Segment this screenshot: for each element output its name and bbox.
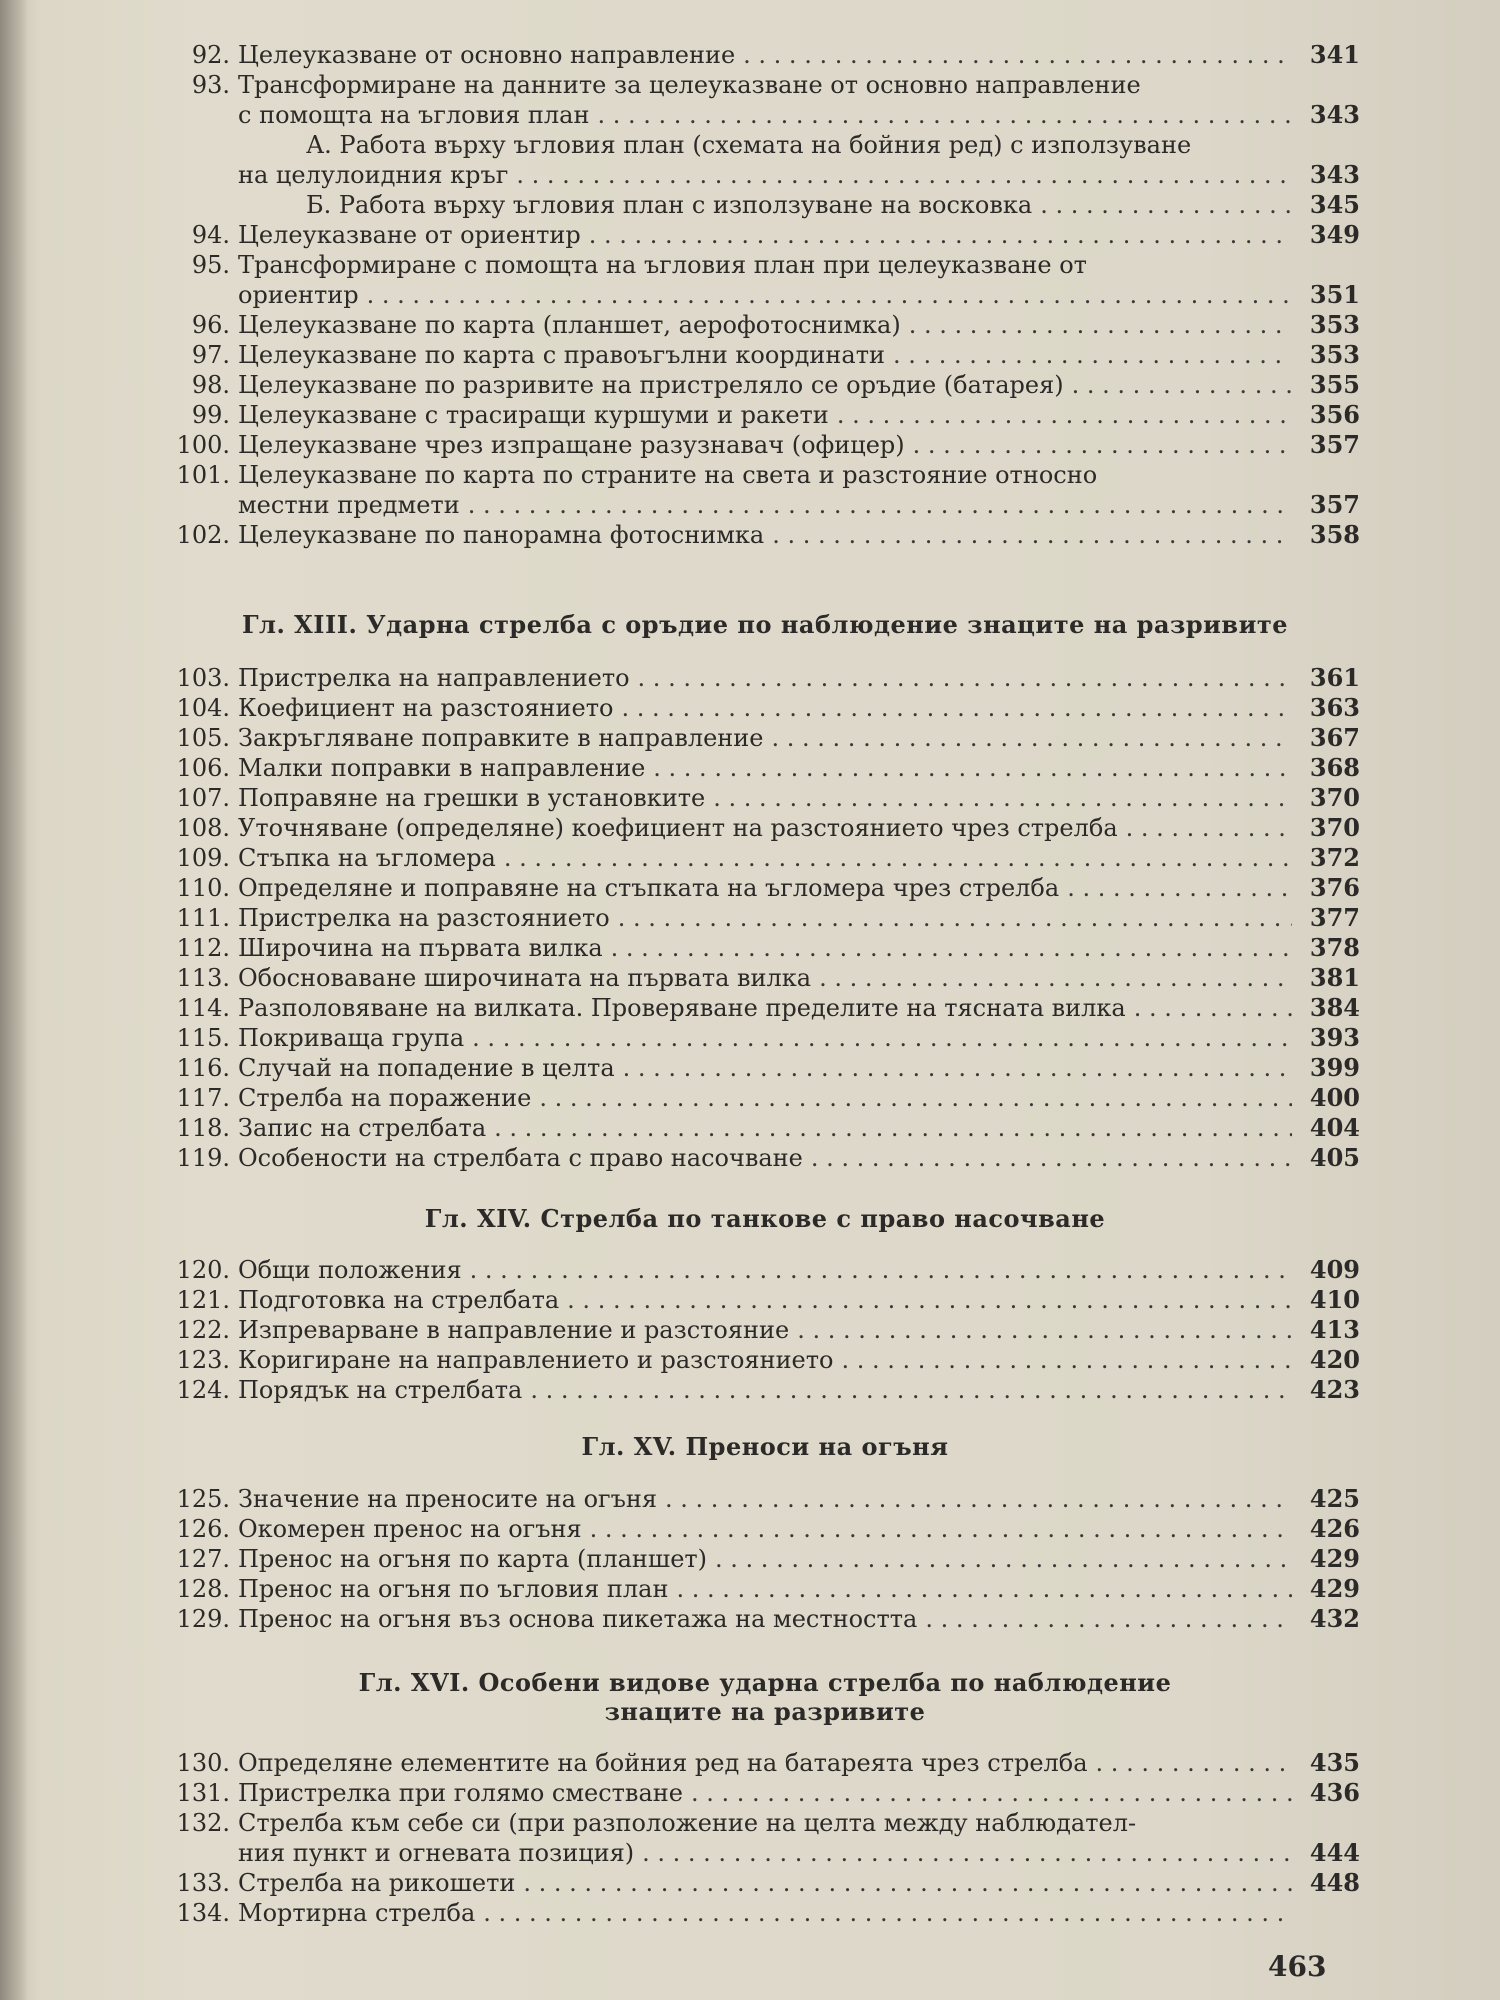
entry-number: 123.	[176, 1346, 230, 1374]
entry-number: 128.	[176, 1575, 230, 1603]
entry-page-number: 370	[1309, 813, 1360, 842]
toc-entry-line	[170, 663, 1360, 693]
entry-number: 107.	[176, 784, 230, 812]
entry-page-number: 429	[1309, 1574, 1360, 1603]
entry-number: 126.	[176, 1515, 230, 1543]
toc-entry	[170, 1604, 1360, 1634]
toc-entry-line	[170, 753, 1360, 783]
dot-leader	[516, 160, 1292, 190]
toc-entry-line	[170, 310, 1360, 340]
dot-leader	[1072, 370, 1292, 400]
dot-leader	[1040, 190, 1292, 220]
entry-title: А. Работа върху ъгловия план (схемата на бойния ред) с използуване	[306, 131, 1192, 159]
dot-leader	[621, 693, 1292, 723]
entry-number: 134.	[176, 1899, 230, 1927]
toc-entry-line	[170, 1808, 1360, 1838]
entry-title: Широчина на първата вилка	[238, 934, 603, 962]
toc-entry	[170, 130, 1360, 190]
dot-leader	[925, 1604, 1292, 1634]
toc-entry-line	[170, 843, 1360, 873]
toc-entry	[170, 993, 1360, 1023]
entry-page-number: 345	[1309, 190, 1360, 219]
chapter-16-heading-line1: Гл. XVI. Особени видове ударна стрелба по наблюдение	[358, 1668, 1172, 1697]
entry-number: 119.	[176, 1144, 230, 1172]
toc-entry	[170, 933, 1360, 963]
toc-entry	[170, 40, 1360, 70]
entry-page-number: 404	[1309, 1113, 1360, 1142]
entry-page-number: 356	[1309, 400, 1360, 429]
toc-entry	[170, 1748, 1360, 1778]
entry-number: 104.	[176, 694, 230, 722]
entry-page-number: 343	[1309, 100, 1360, 129]
toc-entry-line	[170, 1898, 1360, 1928]
entry-page-number: 355	[1309, 370, 1360, 399]
toc-entry-line	[170, 520, 1360, 550]
toc-entry	[170, 813, 1360, 843]
entry-title: Целеуказване с трасиращи куршуми и ракети	[238, 401, 829, 429]
dot-leader	[1126, 813, 1292, 843]
toc-entry-line	[170, 1375, 1360, 1405]
toc-entry-line	[170, 903, 1360, 933]
entry-number: 122.	[176, 1316, 230, 1344]
toc-entry-line	[170, 1053, 1360, 1083]
entry-page-number: 377	[1309, 903, 1360, 932]
entry-page-number: 410	[1309, 1285, 1360, 1314]
toc-entry-line	[170, 1315, 1360, 1345]
toc-entry	[170, 1083, 1360, 1113]
dot-leader	[772, 520, 1292, 550]
entry-title: Обосноваване широчината на първата вилка	[238, 964, 812, 992]
entry-page-number: 358	[1309, 520, 1360, 549]
toc-entry	[170, 310, 1360, 340]
dot-leader	[691, 1778, 1292, 1808]
toc-entry	[170, 1113, 1360, 1143]
entry-title: ориентир	[238, 281, 359, 309]
entry-title: Целеуказване от основно направление	[238, 41, 736, 69]
toc-entry-line	[170, 100, 1360, 130]
toc-entry-line	[170, 1023, 1360, 1053]
toc-entry	[170, 400, 1360, 430]
entry-page-number: 363	[1309, 693, 1360, 722]
entry-number: 124.	[176, 1376, 230, 1404]
entry-number: 112.	[176, 934, 230, 962]
dot-leader	[842, 1345, 1293, 1375]
entry-page-number: 436	[1309, 1778, 1360, 1807]
entry-page-number: 413	[1309, 1315, 1360, 1344]
entry-number: 101.	[176, 461, 230, 489]
entry-number: 129.	[176, 1605, 230, 1633]
toc-entry-line	[170, 190, 1360, 220]
entry-title: Мортирна стрелба	[238, 1899, 476, 1927]
entry-title: Разполовяване на вилката. Проверяване пределите на тясната вилка	[238, 994, 1126, 1022]
entry-title: Стъпка на ъгломера	[238, 844, 496, 872]
entry-page-number: 423	[1309, 1375, 1360, 1404]
entry-number: 131.	[176, 1779, 230, 1807]
toc-entry-line	[170, 1514, 1360, 1544]
toc-entry-line	[170, 1113, 1360, 1143]
entry-number: 125.	[176, 1485, 230, 1513]
toc-entry	[170, 753, 1360, 783]
dot-leader	[623, 1053, 1292, 1083]
entry-page-number: 399	[1309, 1053, 1360, 1082]
entry-page-number: 378	[1309, 933, 1360, 962]
entry-title: Определяне елементите на бойния ред на батареята чрез стрелба	[238, 1749, 1088, 1777]
dot-leader	[642, 1838, 1292, 1868]
dot-leader	[653, 753, 1292, 783]
toc-entry-line	[170, 873, 1360, 903]
entry-title: с помощта на ъгловия план	[238, 101, 590, 129]
toc-entry	[170, 963, 1360, 993]
entry-title: Пренос на огъня по ъгловия план	[238, 1575, 669, 1603]
entry-number: 99.	[191, 401, 230, 429]
dot-leader	[523, 1868, 1292, 1898]
entry-number: 93.	[191, 71, 230, 99]
entry-number: 103.	[176, 664, 230, 692]
dot-leader	[590, 1514, 1292, 1544]
dot-leader	[1134, 993, 1292, 1023]
toc-entry-line	[170, 1544, 1360, 1574]
entry-page-number: 426	[1309, 1514, 1360, 1543]
dot-leader	[713, 783, 1292, 813]
entry-title: Пристрелка на разстоянието	[238, 904, 610, 932]
dot-leader	[504, 843, 1292, 873]
toc-entry	[170, 1868, 1360, 1898]
entry-title: Общи положения	[238, 1256, 462, 1284]
entry-page-number: 393	[1309, 1023, 1360, 1052]
toc-entry	[170, 190, 1360, 220]
dot-leader	[1067, 873, 1292, 903]
entry-title: Пристрелка при голямо сместване	[238, 1779, 683, 1807]
entry-title: Запис на стрелбата	[238, 1114, 487, 1142]
entry-number: 120.	[176, 1256, 230, 1284]
entry-title: Целеуказване по панорамна фотоснимка	[238, 521, 765, 549]
dot-leader	[468, 490, 1292, 520]
entry-page-number: 343	[1309, 160, 1360, 189]
entry-page-number: 444	[1309, 1838, 1360, 1867]
entry-page-number: 368	[1309, 753, 1360, 782]
toc-entry-line	[170, 1748, 1360, 1778]
entry-title: Уточняване (определяне) коефициент на разстоянието чрез стрелба	[238, 814, 1118, 842]
toc-entry	[170, 663, 1360, 693]
entry-number: 106.	[176, 754, 230, 782]
toc-entry-line	[170, 723, 1360, 753]
entry-title: Коригиране на направлението и разстоянието	[238, 1346, 834, 1374]
entry-page-number: 400	[1309, 1083, 1360, 1112]
entry-number: 116.	[176, 1054, 230, 1082]
toc-entry-line	[170, 1143, 1360, 1173]
entry-page-number: 384	[1309, 993, 1360, 1022]
dot-leader	[494, 1113, 1292, 1143]
dot-leader	[589, 220, 1292, 250]
dot-leader	[893, 340, 1292, 370]
dot-leader	[483, 1898, 1292, 1928]
dot-leader	[472, 1023, 1292, 1053]
entry-title: Целеуказване по карта (планшет, аерофотоснимка)	[238, 311, 901, 339]
dot-leader	[909, 310, 1292, 340]
toc-entry	[170, 370, 1360, 400]
entry-page-number: 420	[1309, 1345, 1360, 1374]
toc-entry	[170, 220, 1360, 250]
toc-entry-line	[170, 1868, 1360, 1898]
dot-leader	[715, 1544, 1292, 1574]
entry-page-number: 349	[1309, 220, 1360, 249]
entry-title: на целулоидния кръг	[238, 161, 509, 189]
entry-number: 95.	[191, 251, 230, 279]
entry-page-number: 367	[1309, 723, 1360, 752]
toc-entry	[170, 460, 1360, 520]
entry-title: Изпреварване в направление и разстояние	[238, 1316, 790, 1344]
entry-page-number: 381	[1309, 963, 1360, 992]
entry-number: 92.	[191, 41, 230, 69]
toc-entry	[170, 1345, 1360, 1375]
toc-entry	[170, 1514, 1360, 1544]
entry-title: Целеуказване по карта по страните на света и разстояние относно	[238, 461, 1098, 489]
entry-title: местни предмети	[238, 491, 460, 519]
dot-leader	[797, 1315, 1292, 1345]
toc-entry	[170, 1898, 1360, 1928]
toc-entry	[170, 1315, 1360, 1345]
toc-entry-line	[170, 1345, 1360, 1375]
entry-title: Стрелба на поражение	[238, 1084, 532, 1112]
dot-leader	[539, 1083, 1292, 1113]
entry-title: Трансформиране на данните за целеуказване от основно направление	[238, 71, 1141, 99]
toc-entry-line	[170, 130, 1360, 160]
toc-entry	[170, 723, 1360, 753]
entry-title: Коефициент на разстоянието	[238, 694, 614, 722]
entry-title: Целеуказване по карта с правоъгълни координати	[238, 341, 886, 369]
dot-leader	[772, 723, 1292, 753]
toc-entry	[170, 70, 1360, 130]
entry-page-number: 429	[1309, 1544, 1360, 1573]
entry-title: Закръгляване поправките в направление	[238, 724, 764, 752]
entry-number: 111.	[176, 904, 230, 932]
toc-entry-line	[170, 1778, 1360, 1808]
entry-number: 133.	[176, 1869, 230, 1897]
dot-leader	[530, 1375, 1292, 1405]
dot-leader	[367, 280, 1292, 310]
toc-entry	[170, 1023, 1360, 1053]
entry-number: 130.	[176, 1749, 230, 1777]
entry-number: 118.	[176, 1114, 230, 1142]
entry-title: Целеуказване чрез изпращане разузнавач (офицер)	[238, 431, 905, 459]
toc-entry-line	[170, 250, 1360, 280]
entry-title: Пристрелка на направлението	[238, 664, 630, 692]
toc-entry-line	[170, 160, 1360, 190]
entry-title: Значение на преносите на огъня	[238, 1485, 658, 1513]
entry-title: Б. Работа върху ъгловия план с използуване на восковка	[306, 191, 1033, 219]
entry-title: Особености на стрелбата с право насочване	[238, 1144, 803, 1172]
dot-leader	[470, 1255, 1292, 1285]
toc-entry	[170, 1808, 1360, 1868]
entry-page-number: 353	[1309, 340, 1360, 369]
toc-entry-line	[170, 280, 1360, 310]
dot-leader	[638, 663, 1292, 693]
entry-number: 94.	[191, 221, 230, 249]
entry-title: Стрелба на рикошети	[238, 1869, 516, 1897]
chapter-16-heading-line2: знаците на разривите	[604, 1697, 926, 1726]
toc-entry-line	[170, 1083, 1360, 1113]
dot-leader	[611, 933, 1292, 963]
entry-page-number: 361	[1309, 663, 1360, 692]
toc-entry-line	[170, 220, 1360, 250]
toc-entry-line	[170, 933, 1360, 963]
dot-leader	[665, 1484, 1292, 1514]
toc-entry	[170, 783, 1360, 813]
toc-entry	[170, 1574, 1360, 1604]
page-number: 463	[1268, 1950, 1327, 1983]
dot-leader	[618, 903, 1292, 933]
toc-entry	[170, 1778, 1360, 1808]
entry-title: Трансформиране с помощта на ъгловия план при целеуказване от	[238, 251, 1087, 279]
entry-number: 105.	[176, 724, 230, 752]
entry-page-number: 405	[1309, 1143, 1360, 1172]
toc-entry-line	[170, 963, 1360, 993]
toc-entry-line	[170, 1484, 1360, 1514]
entry-number: 110.	[176, 874, 230, 902]
entry-title: Подготовка на стрелбата	[238, 1286, 560, 1314]
toc-entry	[170, 1375, 1360, 1405]
entry-number: 97.	[191, 341, 230, 369]
entry-title: Пренос на огъня въз основа пикетажа на местността	[238, 1605, 918, 1633]
dot-leader	[837, 400, 1292, 430]
entry-page-number: 357	[1309, 430, 1360, 459]
toc-entry-line	[170, 1604, 1360, 1634]
chapter-15-heading: Гл. XV. Преноси на огъня	[581, 1432, 949, 1461]
chapter-14-heading: Гл. XIV. Стрелба по танкове с право насочване	[424, 1204, 1106, 1233]
entry-number: 100.	[176, 431, 230, 459]
toc-entry-line	[170, 70, 1360, 100]
entry-page-number: 341	[1309, 40, 1360, 69]
toc-entry-line	[170, 460, 1360, 490]
toc-entry-line	[170, 490, 1360, 520]
entry-title: Покриваща група	[238, 1024, 465, 1052]
toc-entry	[170, 250, 1360, 310]
entry-number: 117.	[176, 1084, 230, 1112]
entry-page-number: 425	[1309, 1484, 1360, 1513]
entry-title: Стрелба към себе си (при разположение на целта между наблюдател-	[238, 1809, 1137, 1837]
toc-entry	[170, 873, 1360, 903]
entry-number: 127.	[176, 1545, 230, 1573]
entry-number: 108.	[176, 814, 230, 842]
toc-entry-line	[170, 783, 1360, 813]
dot-leader	[743, 40, 1292, 70]
toc-entry	[170, 340, 1360, 370]
entry-number: 132.	[176, 1809, 230, 1837]
toc-entry-line	[170, 1838, 1360, 1868]
entry-number: 109.	[176, 844, 230, 872]
entry-title: Порядък на стрелбата	[238, 1376, 523, 1404]
entry-title: Малки поправки в направление	[238, 754, 646, 782]
toc-entry	[170, 1285, 1360, 1315]
toc-entry-line	[170, 340, 1360, 370]
entry-number: 113.	[176, 964, 230, 992]
dot-leader	[597, 100, 1292, 130]
toc-entry-line	[170, 693, 1360, 723]
toc-entry	[170, 903, 1360, 933]
entry-page-number: 409	[1309, 1255, 1360, 1284]
dot-leader	[811, 1143, 1292, 1173]
entry-page-number: 370	[1309, 783, 1360, 812]
entry-title: ния пункт и огневата позиция)	[238, 1839, 635, 1867]
toc-entry	[170, 843, 1360, 873]
toc-entry-line	[170, 993, 1360, 1023]
entry-number: 102.	[176, 521, 230, 549]
toc-entry-line	[170, 813, 1360, 843]
entry-title: Определяне и поправяне на стъпката на ъгломера чрез стрелба	[238, 874, 1060, 902]
toc-entry	[170, 1053, 1360, 1083]
entry-page-number: 448	[1309, 1868, 1360, 1897]
toc-entry	[170, 1484, 1360, 1514]
entry-title: Окомерен пренос на огъня	[238, 1515, 582, 1543]
toc-entry-line	[170, 1285, 1360, 1315]
chapter-13-heading: Гл. XIII. Ударна стрелба с оръдие по наблюдение знаците на разривите	[241, 610, 1289, 639]
entry-page-number: 353	[1309, 310, 1360, 339]
toc-entry	[170, 1544, 1360, 1574]
entry-page-number: 376	[1309, 873, 1360, 902]
toc-entry	[170, 1143, 1360, 1173]
toc-entry	[170, 1255, 1360, 1285]
entry-title: Целеуказване по разривите на пристреляло се оръдие (батарея)	[238, 371, 1064, 399]
entry-number: 114.	[176, 994, 230, 1022]
entry-number: 98.	[191, 371, 230, 399]
toc-entry-line	[170, 40, 1360, 70]
entry-page-number: 372	[1309, 843, 1360, 872]
toc-entry-line	[170, 1255, 1360, 1285]
entry-page-number: 435	[1309, 1748, 1360, 1777]
dot-leader	[567, 1285, 1292, 1315]
dot-leader	[676, 1574, 1292, 1604]
toc-entry	[170, 430, 1360, 460]
entry-title: Целеуказване от ориентир	[238, 221, 581, 249]
entry-title: Пренос на огъня по карта (планшет)	[238, 1545, 708, 1573]
toc-entry-line	[170, 370, 1360, 400]
toc-entry-line	[170, 400, 1360, 430]
entry-number: 96.	[191, 311, 230, 339]
dot-leader	[1096, 1748, 1292, 1778]
entry-number: 121.	[176, 1286, 230, 1314]
entry-page-number: 351	[1309, 280, 1360, 309]
toc-entry	[170, 520, 1360, 550]
entry-number: 115.	[176, 1024, 230, 1052]
entry-page-number: 432	[1309, 1604, 1360, 1633]
entry-title: Поправяне на грешки в установките	[238, 784, 706, 812]
toc-entry-line	[170, 1574, 1360, 1604]
entry-title: Случай на попадение в целта	[238, 1054, 615, 1082]
dot-leader	[913, 430, 1292, 460]
dot-leader	[819, 963, 1292, 993]
toc-entry-line	[170, 430, 1360, 460]
entry-page-number: 357	[1309, 490, 1360, 519]
toc-entry	[170, 693, 1360, 723]
